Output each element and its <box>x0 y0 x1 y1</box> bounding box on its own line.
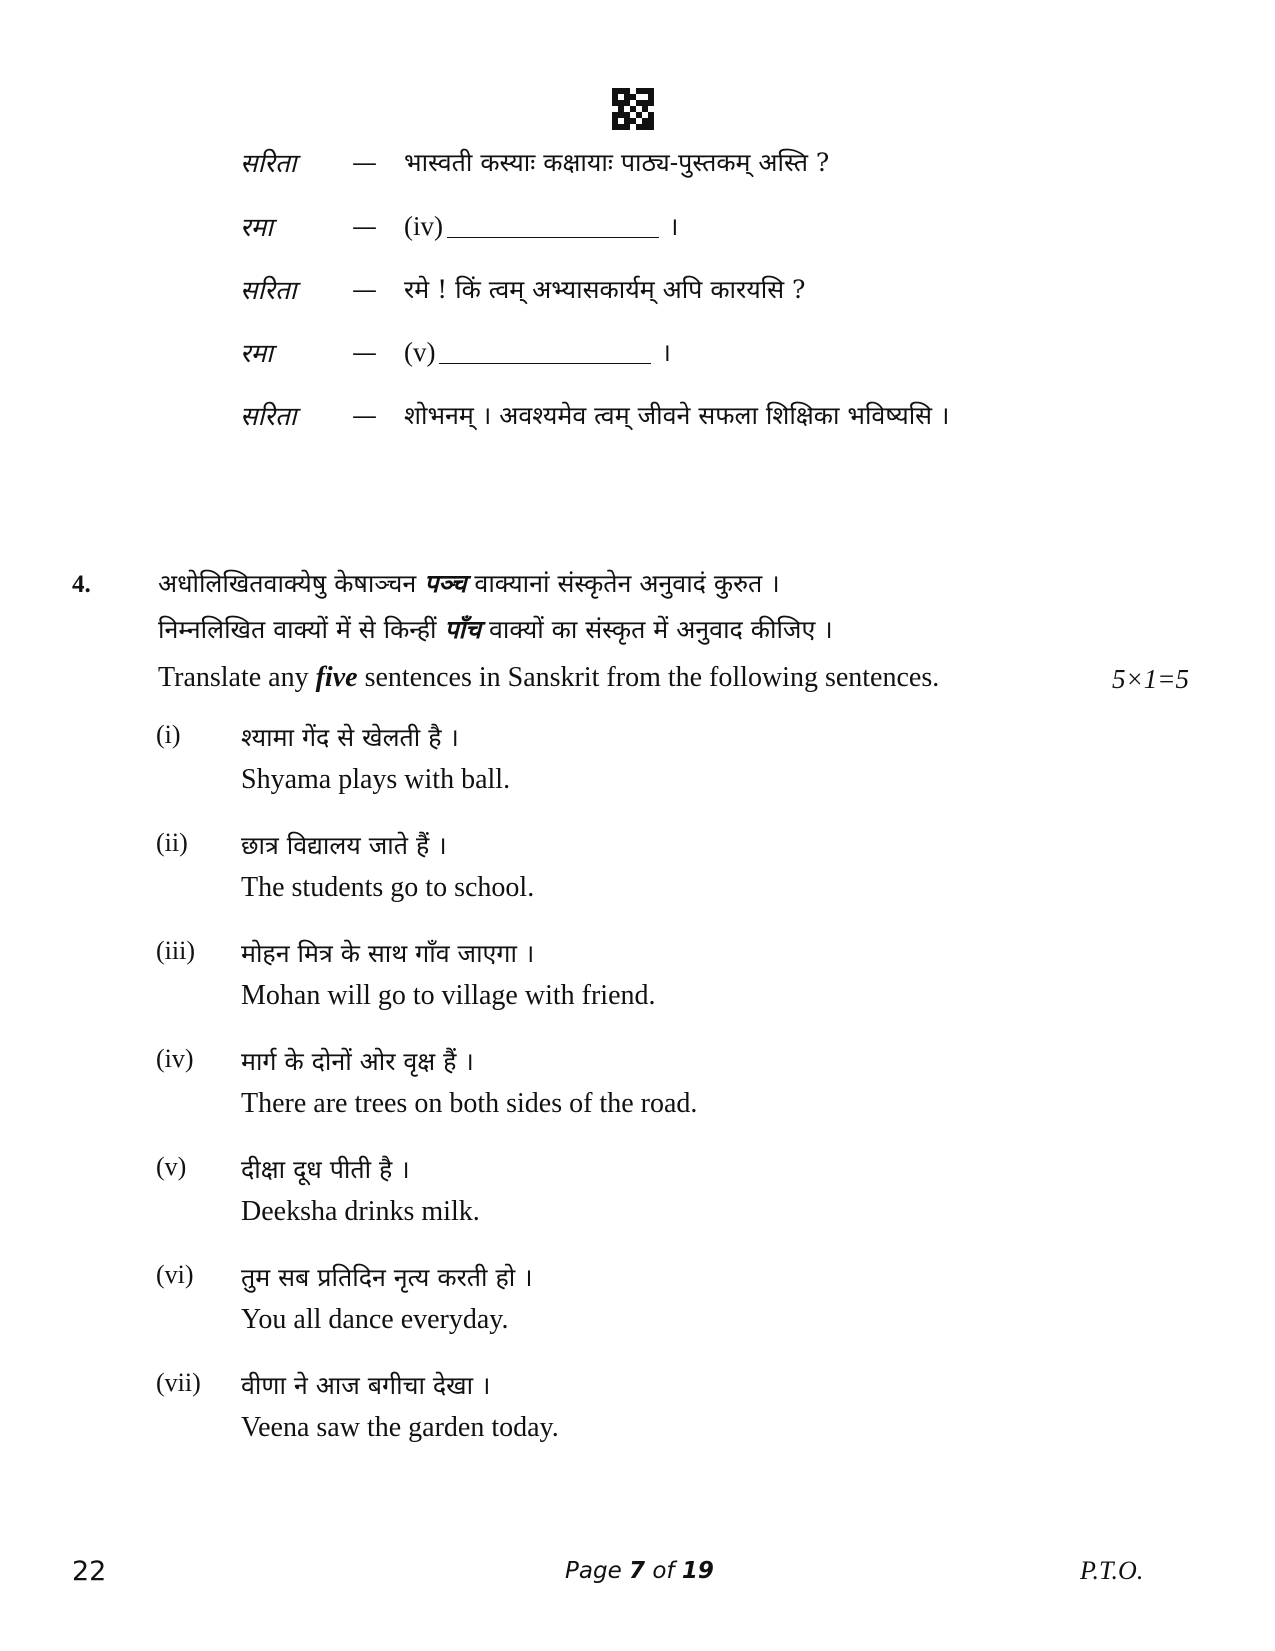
hindi-sentence: मार्ग के दोनों ओर वृक्ष हैं । <box>241 1047 474 1076</box>
speaker-name: सरिता <box>240 402 297 432</box>
question-hindi <box>158 612 833 646</box>
dash: — <box>352 211 377 241</box>
english-sentence: Shyama plays with ball. <box>241 764 511 795</box>
item-number: (vi) <box>156 1260 194 1289</box>
english-sentence: Deeksha drinks milk. <box>241 1196 480 1227</box>
page-current: 7 <box>629 1558 646 1584</box>
dialogue-text: भास्वती कस्याः कक्षायाः पाठ्य-पुस्तकम् अस्ति ? <box>404 148 830 177</box>
english-sentence: Mohan will go to village with friend. <box>241 980 656 1011</box>
hindi-sentence: वीणा ने आज बगीचा देखा । <box>241 1371 491 1400</box>
speaker-name: रमा <box>240 339 273 369</box>
question-emphasis: पञ्च <box>424 569 467 598</box>
question-text: sentences in Sanskrit from the following sentences. <box>357 662 940 693</box>
dash: — <box>352 337 377 367</box>
english-sentence: You all dance everyday. <box>241 1304 509 1335</box>
answer-blank <box>447 215 659 238</box>
blank-label: (v) <box>404 336 436 367</box>
danda: । <box>668 212 679 241</box>
answer-blank <box>439 341 651 364</box>
dialogue-line <box>240 142 829 182</box>
question-english <box>158 662 939 694</box>
item-number: (iii) <box>156 936 195 965</box>
dialogue-line <box>240 332 671 372</box>
question-sanskrit <box>158 566 780 600</box>
speaker-name: सरिता <box>240 276 297 306</box>
dialogue-text: रमे ! किं त्वम् अभ्यासकार्यम् अपि कारयसि ? <box>404 275 806 304</box>
hindi-sentence: मोहन मित्र के साथ गाँव जाएगा । <box>241 939 535 968</box>
danda: । <box>661 338 671 367</box>
page-of: of <box>645 1558 682 1584</box>
item-number: (i) <box>156 720 181 749</box>
hindi-sentence: छात्र विद्यालय जाते हैं । <box>241 831 447 860</box>
english-sentence: The students go to school. <box>241 872 535 903</box>
pto-label: P.T.O. <box>1080 1556 1144 1585</box>
hindi-sentence: तुम सब प्रतिदिन नृत्य करती हो । <box>241 1263 533 1292</box>
item-number: (v) <box>156 1152 187 1181</box>
page-indicator <box>565 1558 714 1584</box>
question-emphasis: five <box>315 662 358 693</box>
dash: — <box>352 274 377 304</box>
item-number: (iv) <box>156 1044 194 1073</box>
question-number: 4. <box>72 571 91 598</box>
dialogue-line <box>240 395 950 435</box>
hindi-sentence: श्यामा गेंद से खेलती है । <box>241 723 459 752</box>
dialogue-text: शोभनम् । अवश्यमेव त्वम् जीवने सफला शिक्षिका भविष्यसि । <box>404 401 950 430</box>
question-text: वाक्यों का संस्कृत में अनुवाद कीजिए । <box>481 615 833 644</box>
question-emphasis: पाँच <box>444 615 482 644</box>
question-text: Translate any <box>158 662 316 693</box>
paper-code: 22 <box>72 1556 107 1587</box>
hindi-sentence: दीक्षा दूध पीती है । <box>241 1155 410 1184</box>
question-text: अधोलिखितवाक्येषु केषाञ्चन <box>158 569 425 598</box>
speaker-name: सरिता <box>240 149 297 179</box>
english-sentence: There are trees on both sides of the road. <box>241 1088 698 1119</box>
speaker-name: रमा <box>240 213 273 243</box>
item-number: (ii) <box>156 828 188 857</box>
question-text: निम्नलिखित वाक्यों में से किन्हीं <box>158 615 445 644</box>
dash: — <box>352 147 377 177</box>
page-total: 19 <box>681 1558 714 1584</box>
dash: — <box>352 400 377 430</box>
blank-label: (iv) <box>404 210 443 241</box>
qr-code-icon <box>612 88 654 130</box>
dialogue-line <box>240 269 805 309</box>
english-sentence: Veena saw the garden today. <box>241 1412 559 1443</box>
page-label: Page <box>565 1558 630 1584</box>
dialogue-line <box>240 206 678 246</box>
marks-label: 5×1=5 <box>1112 664 1189 694</box>
question-text: वाक्यानां संस्कृतेन अनुवादं कुरुत । <box>466 569 780 598</box>
item-number: (vii) <box>156 1368 201 1397</box>
